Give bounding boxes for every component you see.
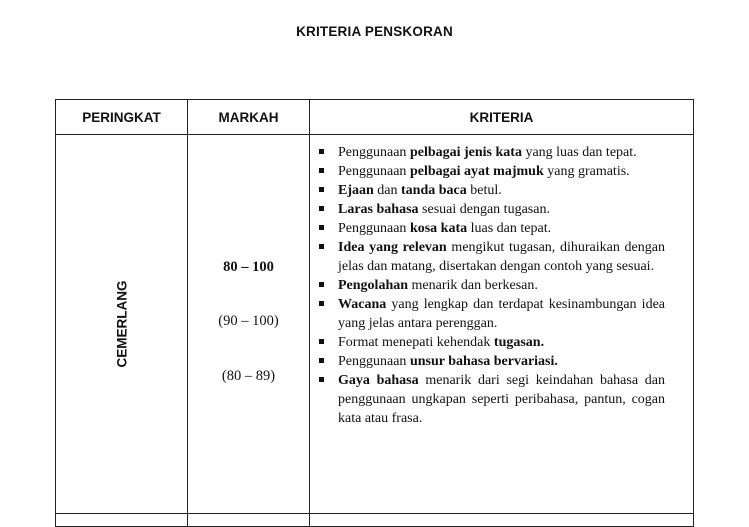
criteria-text: betul. xyxy=(466,183,502,198)
criteria-item xyxy=(316,143,665,162)
empty-cell xyxy=(310,514,694,527)
marks-upper-band: (90 – 100) xyxy=(218,313,279,329)
empty-cell xyxy=(188,514,310,527)
grade-cell xyxy=(56,135,188,514)
header-marks: MARKAH xyxy=(188,100,310,135)
criteria-item xyxy=(316,181,665,200)
criteria-text: Penggunaan xyxy=(338,164,410,179)
table-row xyxy=(56,135,694,514)
criteria-text: Format menepati kehendak xyxy=(338,335,494,350)
criteria-item xyxy=(316,238,665,276)
header-grade: PERINGKAT xyxy=(56,100,188,135)
criteria-keyword: Pengolahan xyxy=(338,278,409,293)
criteria-text: dan xyxy=(373,183,402,198)
criteria-item xyxy=(316,219,665,238)
criteria-keyword: unsur bahasa bervariasi. xyxy=(409,354,558,369)
empty-cell xyxy=(56,514,188,527)
criteria-text: Penggunaan xyxy=(338,221,410,236)
marks-lower-band: (80 – 89) xyxy=(221,368,276,384)
document-title: KRITERIA PENSKORAN xyxy=(296,24,453,39)
criteria-text: yang lengkap dan terdapat kesinambungan idea yang jelas antara perenggan. xyxy=(338,297,665,331)
criteria-text: yang luas dan tepat. xyxy=(521,145,637,160)
criteria-text: yang gramatis. xyxy=(543,164,630,179)
criteria-keyword: pelbagai jenis kata xyxy=(409,145,522,160)
criteria-keyword: tugasan. xyxy=(493,335,545,350)
criteria-keyword: Ejaan xyxy=(338,183,374,198)
criteria-keyword: Laras bahasa xyxy=(338,202,419,217)
criteria-keyword: Wacana xyxy=(338,297,387,312)
table-row-partial xyxy=(56,514,694,527)
criteria-item xyxy=(316,295,665,333)
criteria-text: Penggunaan xyxy=(338,145,410,160)
criteria-item xyxy=(316,352,665,371)
criteria-keyword: Idea yang relevan xyxy=(338,240,447,255)
criteria-keyword: Gaya bahasa xyxy=(338,373,419,388)
scoring-table xyxy=(55,99,694,527)
marks-cell xyxy=(188,135,310,514)
criteria-list xyxy=(316,143,665,428)
table-header-row xyxy=(56,100,694,135)
criteria-text: sesuai dengan tugasan. xyxy=(418,202,550,217)
criteria-item xyxy=(316,162,665,181)
criteria-text: luas dan tepat. xyxy=(467,221,552,236)
criteria-item xyxy=(316,371,665,428)
header-criteria: KRITERIA xyxy=(310,100,694,135)
grade-label: CEMERLANG xyxy=(114,280,129,368)
criteria-item xyxy=(316,276,665,295)
criteria-text: Penggunaan xyxy=(338,354,410,369)
criteria-item xyxy=(316,333,665,352)
criteria-text: menarik dan berkesan. xyxy=(408,278,538,293)
criteria-keyword: pelbagai ayat majmuk xyxy=(409,164,544,179)
criteria-text: menarik dari segi keindahan bahasa dan penggunaan ungkapan seperti peribahasa, pantun, cogan kata atau frasa. xyxy=(338,373,665,426)
criteria-item xyxy=(316,200,665,219)
criteria-keyword: kosa kata xyxy=(409,221,468,236)
marks-range: 80 – 100 xyxy=(223,259,274,275)
criteria-keyword: tanda baca xyxy=(401,183,467,198)
criteria-cell xyxy=(310,135,694,514)
criteria-text: mengikut tugasan, dihuraikan dengan jelas dan matang, disertakan dengan contoh yang sesuai. xyxy=(338,240,665,274)
